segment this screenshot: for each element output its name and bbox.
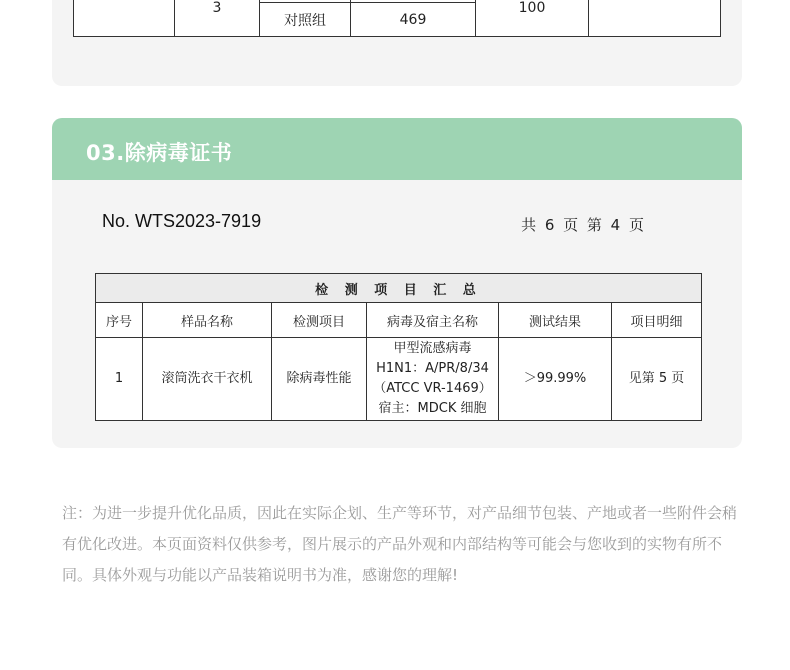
header-item: 检测项目 — [272, 303, 367, 338]
table-cell-control-value: 469 — [351, 3, 476, 37]
page-info: 共 6 页 第 4 页 — [521, 216, 646, 234]
disclaimer-note: 注：为进一步提升优化品质，因此在实际企划、生产等环节，对产品细节包装、产地或者一些附件会稍有优化改进。本页面资料仅供参考，图片展示的产品外观和内部结构等可能会与您收到的实物有所不同。具体外观与功能以产品装箱说明书为准，感谢您的理解! — [62, 504, 738, 584]
cell-virus — [367, 338, 499, 421]
header-result: 测试结果 — [499, 303, 612, 338]
header-sample: 样品名称 — [143, 303, 272, 338]
cell-detail: 见第 5 页 — [612, 338, 702, 421]
section-header — [52, 118, 742, 180]
header-index: 序号 — [96, 303, 143, 338]
virus-line: 甲型流感病毒 — [393, 341, 472, 356]
section-title: 03.除病毒证书 — [86, 141, 233, 165]
table-cell-empty — [74, 0, 175, 37]
table-header-row — [96, 303, 702, 338]
summary-table — [95, 273, 702, 421]
table-cell-control-group: 对照组 — [260, 3, 351, 37]
results-card — [52, 0, 742, 86]
cell-index: 1 — [96, 338, 143, 421]
header-virus: 病毒及宿主名称 — [367, 303, 499, 338]
header-detail: 项目明细 — [612, 303, 702, 338]
results-table — [73, 0, 721, 37]
virus-line: （ATCC VR-1469） — [373, 381, 492, 396]
table-caption-row — [96, 274, 702, 303]
virus-line: 宿主：MDCK 细胞 — [378, 401, 487, 416]
cell-item: 除病毒性能 — [272, 338, 367, 421]
cell-sample: 滚筒洗衣干衣机 — [143, 338, 272, 421]
table-cell-result: 100 — [476, 0, 589, 37]
certificate-number: No. WTS2023-7919 — [102, 211, 262, 231]
table-caption: 检 测 项 目 汇 总 — [96, 274, 702, 303]
certificate-card — [52, 118, 742, 448]
cell-result: ＞99.99% — [499, 338, 612, 421]
table-cell-group-no: 3 — [175, 0, 260, 37]
table-cell-empty — [589, 0, 721, 37]
table-row — [96, 338, 702, 421]
virus-line: H1N1：A/PR/8/34 — [376, 361, 489, 376]
